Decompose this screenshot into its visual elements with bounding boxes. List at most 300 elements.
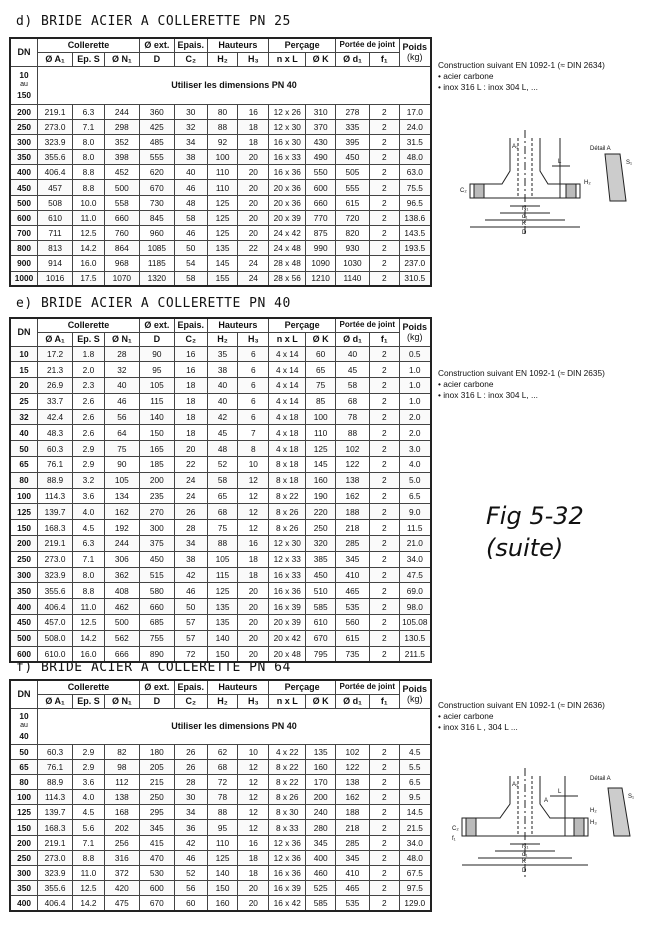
table-cell: 2 (369, 226, 399, 241)
table-cell: 1140 (335, 271, 369, 286)
label-s1: S₁ (628, 794, 635, 800)
table-cell: 15 (10, 362, 38, 378)
table-cell: 18 (238, 119, 269, 134)
table-cell: 295 (139, 805, 174, 820)
table-cell: 2 (369, 346, 399, 362)
table-cell: 16 x 33 (269, 567, 306, 583)
table-cell: 45 (207, 425, 238, 441)
table-cell: 125 (207, 583, 238, 599)
table-cell: 57 (174, 630, 207, 646)
table-cell: 125 (207, 210, 238, 225)
table-cell: 362 (104, 567, 139, 583)
table-cell: 125 (10, 504, 38, 520)
table-cell: 40 (335, 346, 369, 362)
table-row (10, 504, 431, 520)
table-cell: 2 (369, 774, 399, 789)
label-a: A (544, 798, 549, 804)
table-row (10, 472, 431, 488)
table-cell: 2 (369, 393, 399, 409)
subheader-5: H₂ (207, 52, 238, 66)
table-cell: 14.2 (73, 630, 105, 646)
table-cell: 6 (238, 362, 269, 378)
subheader-3: D (139, 694, 174, 708)
table-row (10, 567, 431, 583)
table-cell: 219.1 (38, 104, 73, 119)
table-cell: 335 (335, 119, 369, 134)
table-cell: 122 (335, 457, 369, 473)
table-cell: 1320 (139, 271, 174, 286)
table-cell: 316 (104, 850, 139, 865)
table-cell: 2 (369, 150, 399, 165)
table-cell: 42.4 (38, 409, 73, 425)
table-cell: 550 (306, 165, 336, 180)
table-cell: 2.9 (73, 744, 105, 759)
table-cell: 2 (369, 896, 399, 911)
table-cell: 9.0 (399, 504, 431, 520)
table-cell: 2 (369, 850, 399, 865)
subheader-9: Ø d₁ (335, 52, 369, 66)
table-cell: 273.0 (38, 551, 73, 567)
table-cell: 666 (104, 646, 139, 662)
subheader-2: Ø N₁ (104, 694, 139, 708)
table-cell: 2 (369, 425, 399, 441)
header-d-ext: Ø ext. (139, 38, 174, 52)
table-cell: 138 (104, 790, 139, 805)
table-cell: 2 (369, 165, 399, 180)
subheader-9: Ø d₁ (335, 332, 369, 346)
table-cell: 12 (238, 790, 269, 805)
table-cell: 16 (238, 536, 269, 552)
table-cell: 400 (306, 850, 336, 865)
label-a1: A₁ (512, 782, 519, 788)
table-cell: 6 (238, 378, 269, 394)
table-cell: 457 (38, 180, 73, 195)
table-cell: 450 (10, 615, 38, 631)
table-row (10, 362, 431, 378)
table-row (10, 744, 431, 759)
table-cell: 88 (207, 536, 238, 552)
table-cell: 50 (174, 599, 207, 615)
table-cell: 58 (174, 271, 207, 286)
table-cell: 170 (306, 774, 336, 789)
table-cell: 298 (104, 119, 139, 134)
subheader-3: D (139, 52, 174, 66)
header-poids-unit: (kg) (407, 694, 423, 705)
table-cell: 20 x 36 (269, 180, 306, 195)
table-cell: 134 (104, 488, 139, 504)
table-cell: 2 (369, 104, 399, 119)
label-s1: S₁ (626, 160, 633, 166)
table-row (10, 759, 431, 774)
table-cell: 20 (238, 630, 269, 646)
table-cell: 500 (104, 180, 139, 195)
table-cell: 462 (104, 599, 139, 615)
table-cell: 350 (10, 150, 38, 165)
note-line: Construction suivant EN 1092-1 (≈ DIN 2634) (438, 60, 605, 70)
table-row (10, 536, 431, 552)
subheader-8: Ø K (306, 694, 336, 708)
table-cell: 48 (174, 195, 207, 210)
table-cell: 10 (238, 457, 269, 473)
table-cell: 115 (207, 567, 238, 583)
header-portee: Portée de joint (335, 318, 399, 332)
table-cell: 8.8 (73, 165, 105, 180)
table-cell: 508 (38, 195, 73, 210)
table-cell: 125 (207, 226, 238, 241)
table-cell: 54 (174, 256, 207, 271)
table-cell: 193.5 (399, 241, 431, 256)
table-cell: 22 (174, 457, 207, 473)
table-cell: 1085 (139, 241, 174, 256)
table-cell: 48.0 (399, 150, 431, 165)
table-cell: 168 (104, 805, 139, 820)
table-cell: 890 (139, 646, 174, 662)
table-cell: 215 (139, 774, 174, 789)
table-cell: 88.9 (38, 774, 73, 789)
header-poids (399, 318, 431, 346)
table-cell: 580 (139, 583, 174, 599)
table-cell: 68 (207, 759, 238, 774)
table-cell: 34 (174, 536, 207, 552)
table-cell: 2 (369, 551, 399, 567)
table-cell: 165 (139, 441, 174, 457)
note-line: Construction suivant EN 1092-1 (≈ DIN 2636) (438, 700, 605, 710)
table-cell: 38 (207, 362, 238, 378)
table-cell: 875 (306, 226, 336, 241)
label-d1: d₁ (522, 214, 528, 220)
table-cell: 345 (306, 835, 336, 850)
table-cell: 273.0 (38, 119, 73, 134)
table-cell: 75 (207, 520, 238, 536)
table-cell: 88.9 (38, 472, 73, 488)
table-cell: 12 x 36 (269, 835, 306, 850)
table-cell: 0.5 (399, 346, 431, 362)
table-cell: 450 (335, 150, 369, 165)
table-cell: 16 x 39 (269, 881, 306, 896)
subheader-5: H₂ (207, 332, 238, 346)
table-cell: 8 x 22 (269, 488, 306, 504)
table-cell: 4 x 18 (269, 441, 306, 457)
table-cell: 14.2 (73, 241, 105, 256)
table-cell: 244 (104, 104, 139, 119)
table-cell: 130.5 (399, 630, 431, 646)
table-cell: 1210 (306, 271, 336, 286)
note-line: • inox 316 L : inox 304 L, ... (438, 390, 538, 400)
table-cell: 102 (335, 441, 369, 457)
table-cell: 500 (10, 195, 38, 210)
table-cell: 760 (104, 226, 139, 241)
table-cell: 211.5 (399, 646, 431, 662)
table-cell: 244 (104, 536, 139, 552)
table-cell: 190 (306, 488, 336, 504)
table-row (10, 180, 431, 195)
table-cell: 385 (306, 551, 336, 567)
table-cell: 500 (104, 615, 139, 631)
table-cell: 2 (369, 744, 399, 759)
subheader-7: n x L (269, 332, 306, 346)
table-cell: 98.0 (399, 599, 431, 615)
table-cell: 60 (306, 346, 336, 362)
table-cell: 60 (174, 896, 207, 911)
header-dn: DN (10, 680, 38, 708)
table-cell: 610 (38, 210, 73, 225)
flange-table-pn64 (9, 679, 432, 912)
table-cell: 2.9 (73, 441, 105, 457)
table-cell: 610 (306, 615, 336, 631)
table-cell: 48.0 (399, 850, 431, 865)
table-cell: 85 (306, 393, 336, 409)
table-cell: 425 (139, 119, 174, 134)
table-cell: 320 (306, 536, 336, 552)
note-line: • acier carbone (438, 71, 494, 81)
label-a1: A₁ (512, 144, 519, 150)
table-cell: 475 (104, 896, 139, 911)
header-hauteurs: Hauteurs (207, 318, 269, 332)
table-cell: 219.1 (38, 536, 73, 552)
header-collerette: Collerette (38, 318, 140, 332)
table-cell: 2 (369, 805, 399, 820)
table-cell: 20 (238, 150, 269, 165)
table-cell: 370 (306, 119, 336, 134)
table-row (10, 378, 431, 394)
table-cell: 515 (139, 567, 174, 583)
table-cell: 660 (306, 195, 336, 210)
table-cell: 250 (10, 850, 38, 865)
table-cell: 420 (104, 881, 139, 896)
table-cell: 67.5 (399, 866, 431, 881)
table-cell: 125 (306, 441, 336, 457)
section-title-pn40: e) BRIDE ACIER A COLLERETTE PN 40 (16, 296, 291, 311)
table-cell: 345 (335, 850, 369, 865)
table-cell: 845 (139, 210, 174, 225)
table-cell: 2.9 (73, 759, 105, 774)
table-cell: 800 (10, 241, 38, 256)
header-epais: Epais. (174, 680, 207, 694)
table-cell: 660 (104, 210, 139, 225)
table-cell: 323.9 (38, 134, 73, 149)
subheader-10: f₁ (369, 52, 399, 66)
table-cell: 4 x 14 (269, 393, 306, 409)
table-cell: 2 (369, 881, 399, 896)
table-cell: 11.0 (73, 599, 105, 615)
table-cell: 406.4 (38, 896, 73, 911)
table-cell: 16 (174, 362, 207, 378)
table-cell: 82 (104, 744, 139, 759)
note-line: Construction suivant EN 1092-1 (≈ DIN 2635) (438, 368, 605, 378)
table-row (10, 409, 431, 425)
subheader-9: Ø d₁ (335, 694, 369, 708)
subheader-6: H₃ (238, 332, 269, 346)
label-h2: H₂ (590, 808, 597, 814)
subheader-7: n x L (269, 694, 306, 708)
table-cell: 310 (306, 104, 336, 119)
table-cell: 219.1 (38, 835, 73, 850)
construction-note-pn25 (438, 60, 605, 93)
table-cell: 12 x 36 (269, 850, 306, 865)
table-cell: 285 (335, 835, 369, 850)
table-cell: 360 (139, 104, 174, 119)
table-cell: 2 (369, 759, 399, 774)
table-cell: 8 x 18 (269, 457, 306, 473)
table-cell: 240 (306, 805, 336, 820)
table-cell: 400 (10, 165, 38, 180)
table-cell: 78 (207, 790, 238, 805)
table-cell: 36 (174, 820, 207, 835)
table-cell: 17.5 (73, 271, 105, 286)
dn-range-part: 10 (19, 711, 29, 721)
table-cell: 8 (238, 441, 269, 457)
table-cell: 218 (335, 520, 369, 536)
table-cell: 135 (306, 744, 336, 759)
table-cell: 350 (10, 881, 38, 896)
table-cell: 65 (10, 759, 38, 774)
table-cell: 8 x 22 (269, 759, 306, 774)
table-row (10, 226, 431, 241)
table-cell: 200 (139, 472, 174, 488)
label-n1: N₁ (522, 206, 529, 212)
table-cell: 820 (335, 226, 369, 241)
table-cell: 1000 (10, 271, 38, 286)
table-cell: 28 (174, 520, 207, 536)
table-cell: 24.0 (399, 119, 431, 134)
table-cell: 2 (369, 119, 399, 134)
table-row (10, 195, 431, 210)
table-cell: 2 (369, 472, 399, 488)
flange-drawing-pn25 (440, 126, 652, 246)
table-cell: 125 (207, 850, 238, 865)
table-cell: 410 (335, 567, 369, 583)
table-cell: 12.5 (73, 615, 105, 631)
table-cell: 6.3 (73, 536, 105, 552)
table-cell: 185 (139, 457, 174, 473)
header-hauteurs: Hauteurs (207, 38, 269, 52)
table-cell: 18 (238, 866, 269, 881)
table-cell: 620 (139, 165, 174, 180)
table-cell: 2 (369, 599, 399, 615)
table-cell: 52 (174, 866, 207, 881)
table-row (10, 104, 431, 119)
subheader-1: Ep. S (73, 52, 105, 66)
table-cell: 114.3 (38, 790, 73, 805)
header-dn: DN (10, 318, 38, 346)
table-cell: 11.0 (73, 866, 105, 881)
table-cell: 1030 (335, 256, 369, 271)
table-row (10, 881, 431, 896)
table-cell: 770 (306, 210, 336, 225)
header-hauteurs: Hauteurs (207, 680, 269, 694)
table-cell: 12 x 26 (269, 104, 306, 119)
subheader-4: C₂ (174, 332, 207, 346)
label-f1: f₁ (452, 836, 456, 842)
table-cell: 670 (139, 896, 174, 911)
table-cell: 460 (306, 866, 336, 881)
header-poids (399, 680, 431, 708)
table-cell: 300 (139, 520, 174, 536)
table-cell: 69.0 (399, 583, 431, 599)
table-cell: 430 (306, 134, 336, 149)
table-cell: 530 (139, 866, 174, 881)
table-cell: 40 (207, 378, 238, 394)
table-cell: 200 (10, 536, 38, 552)
table-cell: 4.5 (399, 744, 431, 759)
table-cell: 415 (139, 835, 174, 850)
subheader-4: C₂ (174, 694, 207, 708)
table-cell: 125 (10, 805, 38, 820)
table-cell: 558 (104, 195, 139, 210)
table-cell: 220 (306, 504, 336, 520)
table-cell: 16.0 (73, 646, 105, 662)
table-cell: 355.6 (38, 583, 73, 599)
table-cell: 65 (10, 457, 38, 473)
table-cell: 813 (38, 241, 73, 256)
table-cell: 930 (335, 241, 369, 256)
table-cell: 4.5 (73, 520, 105, 536)
table-cell: 2.3 (73, 378, 105, 394)
table-cell: 864 (104, 241, 139, 256)
table-cell: 14.5 (399, 805, 431, 820)
table-cell: 250 (10, 551, 38, 567)
table-cell: 88 (207, 119, 238, 134)
table-cell: 10 (238, 744, 269, 759)
table-cell: 400 (10, 896, 38, 911)
flange-table-pn40 (9, 317, 432, 663)
table-cell: 150 (207, 881, 238, 896)
table-cell: 250 (139, 790, 174, 805)
table-cell: 32 (174, 119, 207, 134)
note-line: • inox 316 L : inox 304 L, ... (438, 82, 538, 92)
table-cell: 3.0 (399, 441, 431, 457)
table-cell: 205 (139, 759, 174, 774)
table-cell: 12 (238, 759, 269, 774)
table-cell: 4 x 14 (269, 362, 306, 378)
table-cell: 470 (139, 850, 174, 865)
label-detail-a: Détail A (590, 776, 611, 782)
table-cell: 352 (104, 134, 139, 149)
table-cell: 8.8 (73, 850, 105, 865)
section-title-pn25: d) BRIDE ACIER A COLLERETTE PN 25 (16, 14, 291, 29)
table-cell: 7.1 (73, 835, 105, 850)
table-cell: 735 (335, 646, 369, 662)
table-cell: 4.0 (73, 504, 105, 520)
table-cell: 16 (238, 835, 269, 850)
table-cell: 2 (369, 820, 399, 835)
table-cell: 68 (207, 504, 238, 520)
table-cell: 75.5 (399, 180, 431, 195)
table-cell: 26 (174, 759, 207, 774)
table-cell: 400 (10, 599, 38, 615)
table-cell: 2 (369, 256, 399, 271)
table-row (10, 165, 431, 180)
table-cell: 24 (238, 271, 269, 286)
table-cell: 46 (174, 180, 207, 195)
table-row (10, 134, 431, 149)
subheader-6: H₃ (238, 52, 269, 66)
table-cell: 2 (369, 504, 399, 520)
table-cell: 8.0 (73, 567, 105, 583)
table-cell: 4 x 18 (269, 425, 306, 441)
table-cell: 100 (207, 150, 238, 165)
label-d: D (522, 230, 527, 236)
table-cell: 1090 (306, 256, 336, 271)
table-cell: 80 (10, 472, 38, 488)
table-cell: 40 (10, 425, 38, 441)
table-row (10, 346, 431, 362)
table-cell: 350 (10, 583, 38, 599)
table-cell: 395 (335, 134, 369, 149)
table-cell: 12 (238, 774, 269, 789)
table-cell: 20 (10, 378, 38, 394)
table-cell: 135 (207, 615, 238, 631)
